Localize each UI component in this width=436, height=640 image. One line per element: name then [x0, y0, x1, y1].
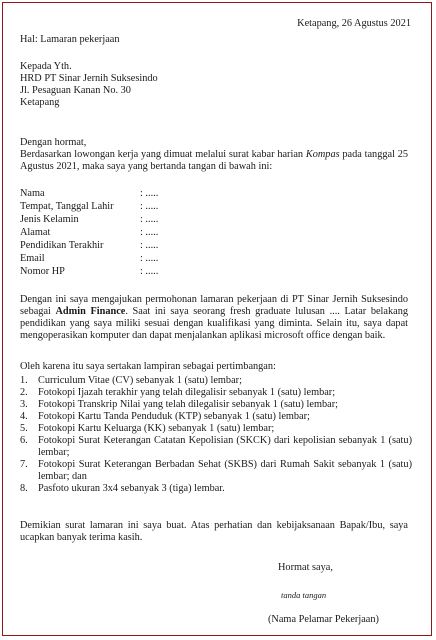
- list-item-text: Pasfoto ukuran 3x4 sebanyak 3 (tiga) lembar.: [38, 483, 225, 494]
- application-paragraph: [20, 294, 408, 342]
- recipient-line-1: Kepada Yth.: [20, 61, 72, 72]
- intro-text-after: pada tanggal 25 Agustus 2021, maka saya yang bertanda tangan di bawah ini:: [20, 149, 409, 172]
- list-item-text: Fotokopi Kartu Keluarga (KK) sebanyak 1 (satu) lembar;: [38, 423, 275, 434]
- field-label: Jenis Kelamin: [20, 214, 79, 225]
- list-item-text: Fotokopi Surat Keterangan Catatan Kepolisian (SKCK) dari kepolisian sebanyak 1 (satu) lembar;: [38, 435, 412, 458]
- list-item: [20, 483, 412, 495]
- list-item-number: 1.: [20, 375, 28, 386]
- intro-text-before: Berdasarkan lowongan kerja yang dimuat melalui surat kabar harian: [20, 149, 306, 160]
- list-item: [20, 459, 412, 483]
- list-item-number: 2.: [20, 387, 28, 398]
- list-item: [20, 375, 412, 387]
- closing-paragraph: Demikian surat lamaran ini saya buat. Atas perhatian dan kebijaksanaan Bapak/Ibu, saya ucapkan banyak terima kasih.: [20, 520, 408, 543]
- list-item-number: 3.: [20, 399, 28, 410]
- field-label: Pendidikan Terakhir: [20, 240, 104, 251]
- list-item-number: 6.: [20, 435, 28, 446]
- salutation: Dengan hormat,: [20, 137, 87, 148]
- list-item: [20, 399, 412, 411]
- list-item: [20, 435, 412, 459]
- list-item-text: Fotokopi Kartu Tanda Penduduk (KTP) sebanyak 1 (satu) lembar;: [38, 411, 310, 422]
- field-value: : .....: [140, 188, 159, 199]
- place-date: Ketapang, 26 Agustus 2021: [297, 18, 411, 29]
- application-text-before: Dengan ini saya mengajukan permohonan lamaran pekerjaan di PT Sinar Jernih Suksesindo sebagai: [20, 294, 408, 317]
- recipient-address: Jl. Pesaguan Kanan No. 30: [20, 85, 131, 96]
- field-value: : .....: [140, 201, 159, 212]
- signer-name: (Nama Pelamar Pekerjaan): [268, 614, 379, 625]
- field-value: : .....: [140, 227, 159, 238]
- list-item-text: Curriculum Vitae (CV) sebanyak 1 (satu) lembar;: [38, 375, 242, 386]
- list-item-number: 8.: [20, 483, 28, 494]
- list-item-number: 7.: [20, 459, 28, 470]
- list-item-text: Fotokopi Surat Keterangan Berbadan Sehat (SKBS) dari Rumah Sakit sebanyak 1 (satu) lembar; dan: [38, 459, 412, 482]
- field-value: : .....: [140, 214, 159, 225]
- list-item: [20, 387, 412, 399]
- subject-line: Hal: Lamaran pekerjaan: [20, 34, 120, 45]
- field-label: Tempat, Tanggal Lahir: [20, 201, 114, 212]
- regards: Hormat saya,: [278, 562, 333, 573]
- list-item-text: Fotokopi Transkrip Nilai yang telah dilegalisir sebanyak 1 (satu) lembar;: [38, 399, 338, 410]
- application-text-after: . Saat ini saya seorang fresh graduate lulusan .... Latar belakang pendidikan yang saya miliki sesuai dengan kualifikasi yang diminta. Selain itu, saya dapat mengoperasikan komputer dan dapat menjalankan aplikasi microsoft office dengan baik.: [20, 306, 408, 341]
- field-label: Nama: [20, 188, 45, 199]
- list-item: [20, 423, 412, 435]
- field-label: Nomor HP: [20, 266, 65, 277]
- intro-paragraph: [20, 149, 408, 173]
- recipient-city: Ketapang: [20, 97, 60, 108]
- field-value: : .....: [140, 240, 159, 251]
- list-item: [20, 411, 412, 423]
- list-item-number: 5.: [20, 423, 28, 434]
- signature-placeholder: tanda tangan: [281, 590, 327, 600]
- newspaper-name: Kompas: [305, 149, 340, 160]
- recipient-company: HRD PT Sinar Jernih Suksesindo: [20, 73, 158, 84]
- position-name: Admin Finance: [55, 306, 126, 317]
- field-label: Email: [20, 253, 45, 264]
- attachments-intro: Oleh karena itu saya sertakan lampiran sebagai pertimbangan:: [20, 361, 276, 372]
- field-value: : .....: [140, 266, 159, 277]
- field-value: : .....: [140, 253, 159, 264]
- list-item-number: 4.: [20, 411, 28, 422]
- list-item-text: Fotokopi Ijazah terakhir yang telah dilegalisir sebanyak 1 (satu) lembar;: [38, 387, 336, 398]
- field-label: Alamat: [20, 227, 51, 238]
- attachments-list: [20, 375, 412, 495]
